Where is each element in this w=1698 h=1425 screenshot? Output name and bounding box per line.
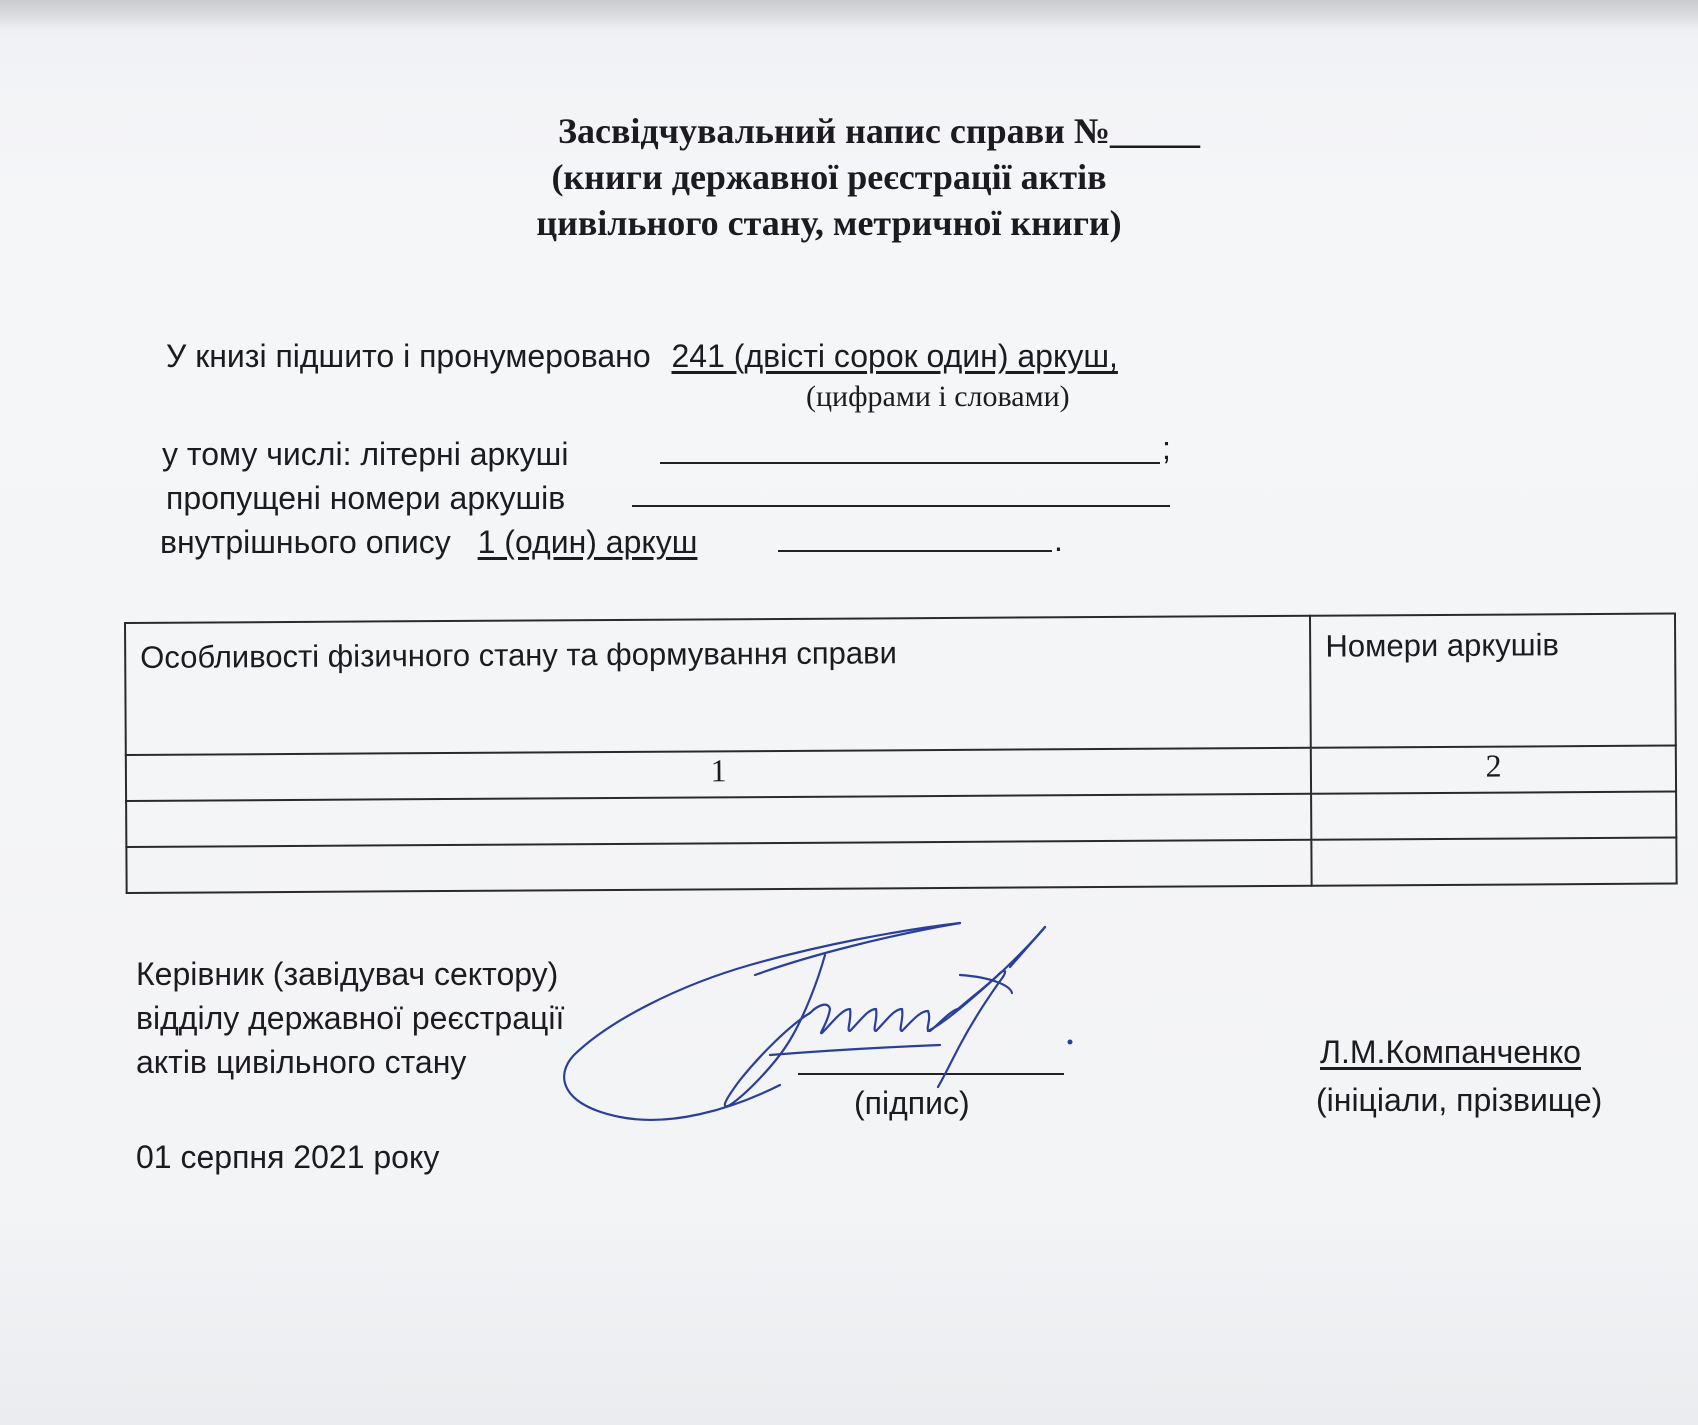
table-row-empty-2-col1: [126, 840, 1312, 893]
position-line-3: актів цивільного стану: [136, 1044, 467, 1080]
signature-hint: (підпис): [854, 1085, 970, 1121]
table-row-empty-1-col2: [1311, 792, 1676, 840]
table-row-empty-2-col2: [1312, 838, 1677, 886]
document-date: 01 серпня 2021 року: [136, 1139, 440, 1175]
sheets-value: 241 (двісті сорок один) аркуш,: [671, 338, 1118, 374]
title-line-1: Засвідчувальний напис справи №_____: [558, 111, 1200, 151]
missing-numbers-label: пропущені номери аркушів: [166, 480, 566, 516]
letter-sheets-label: у тому числі: літерні аркуші: [162, 436, 569, 472]
letter-sheets-end: ;: [1162, 430, 1171, 466]
table-num-col1: 1: [126, 748, 1312, 801]
name-hint: (ініціали, прізвище): [1316, 1082, 1603, 1118]
position-line-2: відділу державної реєстрації: [136, 1000, 565, 1036]
inner-inventory-value: 1 (один) аркуш: [477, 524, 698, 560]
inner-inventory-sentence: [160, 524, 697, 561]
position-line-1: Керівник (завідувач сектору): [136, 956, 559, 992]
inner-inventory-blank: [778, 550, 1052, 552]
table-row-empty-1-col1: [126, 794, 1312, 847]
letter-sheets-blank: [660, 462, 1160, 464]
table-header-col2: [1310, 614, 1676, 748]
inner-inventory-label: внутрішнього опису: [160, 524, 451, 560]
inner-inventory-end: .: [1054, 522, 1063, 558]
title-line-3: цивільного стану, метричної книги): [536, 203, 1122, 243]
physical-state-table: [124, 613, 1678, 894]
signatory-name: Л.М.Компанченко: [1320, 1034, 1581, 1070]
missing-numbers-blank: [632, 505, 1170, 507]
sheets-prefix: У книзі підшито і пронумеровано: [166, 338, 651, 374]
table-num-col2: 2: [1311, 746, 1676, 794]
sheets-hint: (цифрами і словами): [806, 380, 1070, 413]
table-header-col1: [125, 616, 1311, 755]
sheets-sentence: [166, 338, 1118, 375]
table-header-col2-text: Номери аркушів: [1325, 627, 1560, 664]
page-top-shadow: [0, 0, 1698, 30]
handwritten-signature: [560, 905, 1260, 1135]
title-line-2: (книги державної реєстрації актів: [551, 157, 1107, 197]
table-header-col1-text: Особливості фізичного стану та формування справи: [140, 635, 897, 675]
